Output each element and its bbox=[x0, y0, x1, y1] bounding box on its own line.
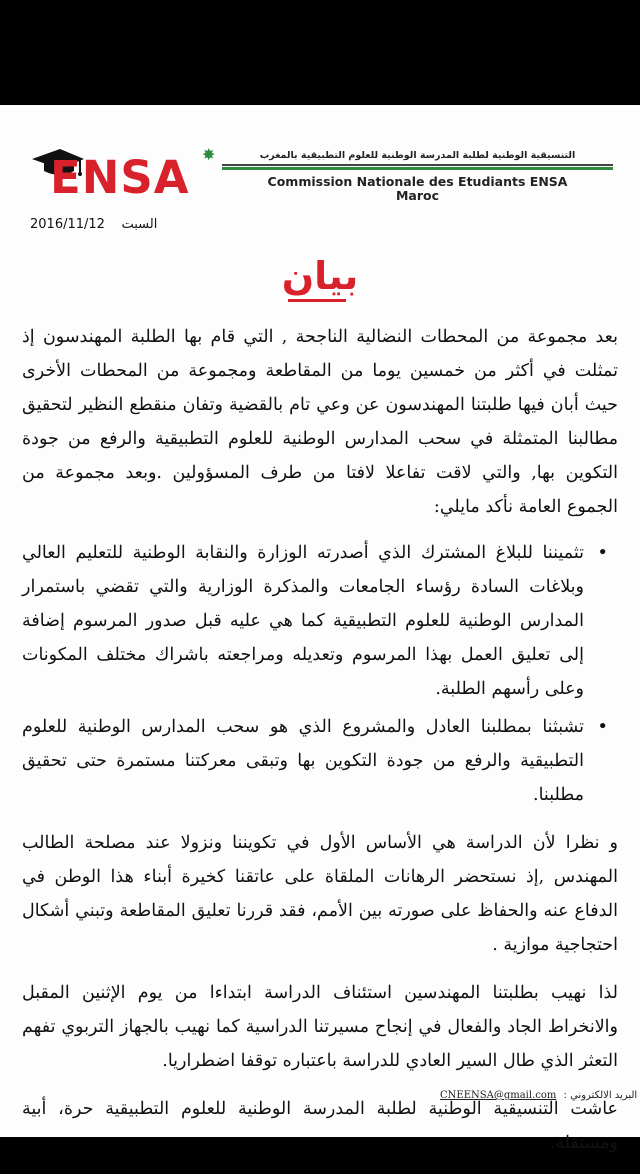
arabic-organization-name: التنسيقية الوطنية لطلبة المدرسة الوطنية للعلوم التطبيقية بالمغرب bbox=[259, 150, 576, 161]
list-item-text: تشبثنا بمطلبنا العادل والمشروع الذي هو سحب المدارس الوطنية للعلوم التطبيقية والرفع من جودة التكوين بها وتبقى معركتنا مستمرة حتى تحقيق مطلبنا. bbox=[22, 717, 584, 805]
ensa-logo bbox=[30, 145, 215, 205]
document-date bbox=[30, 217, 157, 232]
date-day: السبت bbox=[121, 217, 158, 232]
header-divider-green bbox=[222, 167, 613, 170]
email-link[interactable]: CNEENSA@gmail.com bbox=[440, 1090, 557, 1101]
decision-paragraph: و نظرا لأن الدراسة هي الأساس الأول في تكويننا ونزولا عند مصلحة الطالب المهندس ,إذ نستحضر الرهانات الملقاة على عاتقنا كخيرة أبناء هذا الوطن في الدفاع عنه والحفاظ على صورته بين الأمم، فقد قررنا تعليق المقاطعة وتبني أشكال احتجاجية موازية . bbox=[22, 833, 618, 955]
document-page bbox=[0, 105, 640, 1153]
statement-points bbox=[22, 536, 618, 812]
bullet-icon: • bbox=[597, 716, 608, 737]
email-label: البريد الالكتروني : bbox=[563, 1090, 638, 1101]
french-organization-country: Maroc bbox=[395, 188, 440, 203]
header-divider bbox=[222, 164, 613, 166]
contact-footer bbox=[440, 1090, 637, 1101]
french-organization-name: Commission Nationale des Etudiants ENSA bbox=[267, 174, 568, 189]
list-item bbox=[22, 710, 618, 812]
organization-header bbox=[220, 150, 615, 203]
list-item bbox=[22, 536, 618, 706]
date-value: 2016/11/12 bbox=[30, 217, 105, 232]
star-icon: ✸ bbox=[202, 145, 216, 164]
call-paragraph: لذا نهيب بطلبتنا المهندسين استئناف الدراسة ابتداءا من يوم الإثنين المقبل والانخراط الجاد والفعال في إنجاح مسيرتنا الدراسية كما نهيب بالجهاز التربوي تفهم التعثر الذي طال السير العادي للدراسة باعتباره توقفا اضطراريا. bbox=[22, 983, 618, 1071]
bullet-icon: • bbox=[597, 542, 608, 563]
title-underline bbox=[288, 299, 346, 302]
list-item-text: تثميننا للبلاغ المشترك الذي أصدرته الوزارة والنقابة الوطنية للتعليم العالي وبلاغات السادة رؤساء الجامعات والمذكرة الوزارية والتي تقضي باستمرار المدارس الوطنية للعلوم التطبيقية كما هي عليه قبل صدور المرسوم إضافة إلى تعليق العمل بهذا المرسوم وتعديله ومراجعته باشراك مختلف المكونات وعلى رأسهم الطلبة. bbox=[22, 543, 584, 699]
document-title: بيان bbox=[281, 254, 359, 298]
closing-paragraph: عاشت التنسيقية الوطنية لطلبة المدرسة الوطنية للعلوم التطبيقية حرة، أبية ومستقلة. bbox=[22, 1099, 618, 1153]
logo-text: ENSA bbox=[50, 151, 190, 204]
statement-body bbox=[22, 320, 618, 1174]
intro-paragraph: بعد مجموعة من المحطات النضالية الناجحة , التي قام بها الطلبة المهندسون إذ تمثلت في أكثر من خمسين يوما من المقاطعة ومجموعة من المحطات الأخرى حيث أبان فيها طلبتنا المهندسون عن وعي تام بالقضية وتفان منقطع النظير لتحقيق مطالبنا المتمثلة في سحب المدارس الوطنية للعلوم التطبيقية والرفع من جودة التكوين بها, والتي لاقت تفاعلا لافتا من طرف المسؤولين .وبعد مجموعة من الجموع العامة نأكد مايلي: bbox=[22, 327, 618, 517]
